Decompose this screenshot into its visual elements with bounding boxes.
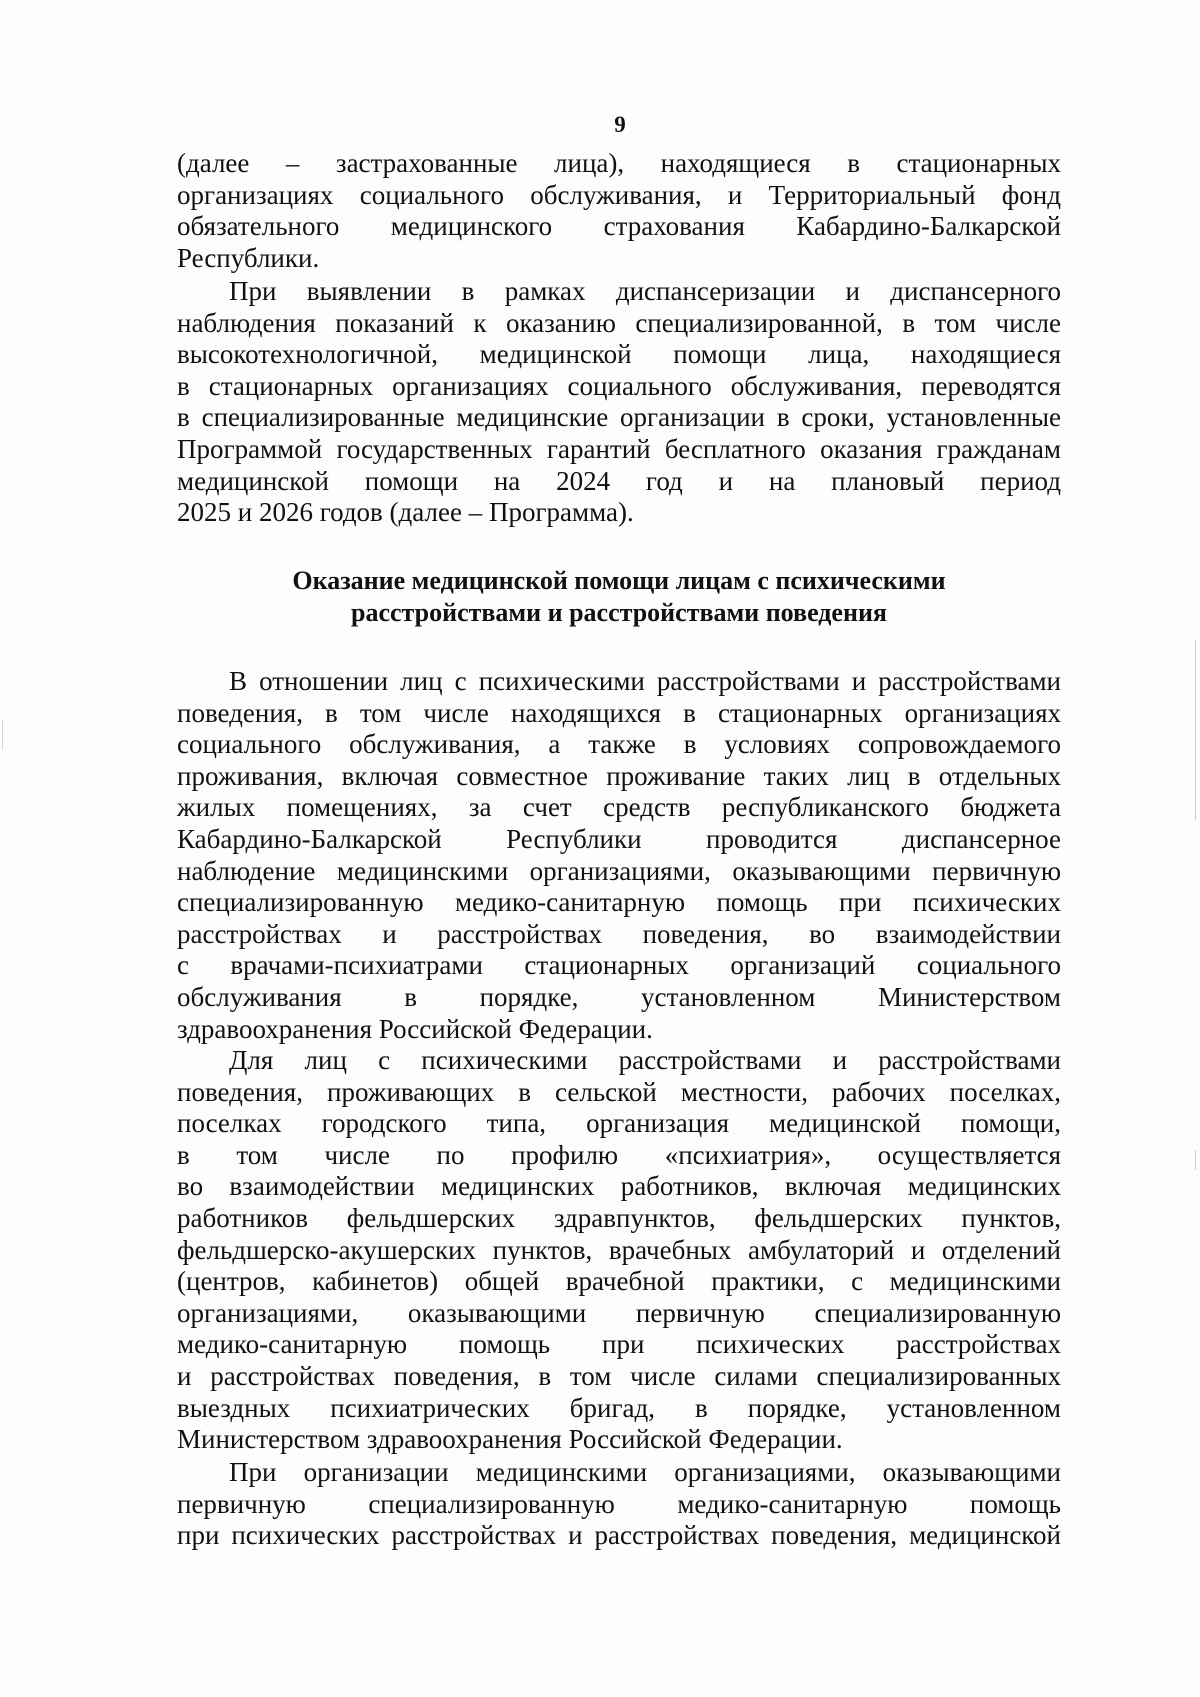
text-line: специализированную медико-санитарную помощь при психических <box>177 887 1061 918</box>
paragraph-mental-disorders <box>177 666 1061 1045</box>
text-line: обязательного медицинского страхования Кабардино-Балкарской <box>177 211 1061 242</box>
paragraph-organization <box>177 1457 1061 1552</box>
text-line: (далее – застрахованные лица), находящиеся в стационарных <box>177 148 1061 178</box>
text-line: с врачами-психиатрами стационарных организаций социального <box>177 950 1061 981</box>
text-line: медицинской помощи на 2024 год и на плановый период <box>177 465 1061 496</box>
text-line: обслуживания в порядке, установленном Министерством <box>177 981 1061 1012</box>
scan-artifact <box>1195 1150 1196 1170</box>
text-line: При выявлении в рамках диспансеризации и диспансерного <box>229 276 1061 306</box>
text-line: расстройствах и расстройствах поведения, во взаимодействии <box>177 918 1061 949</box>
text-line: социального обслуживания, а также в условиях сопровождаемого <box>177 729 1061 760</box>
text-line: первичную специализированную медико-санитарную помощь <box>177 1488 1061 1519</box>
text-line: В отношении лиц с психическими расстройствами и расстройствами <box>229 666 1061 696</box>
paragraph-screening <box>177 276 1061 529</box>
text-line: Кабардино-Балкарской Республики проводится диспансерное <box>177 823 1061 854</box>
text-line: в специализированные медицинские организации в сроки, установленные <box>177 402 1061 433</box>
text-line: здравоохранения Российской Федерации. <box>177 1013 653 1044</box>
scan-artifact <box>2 720 3 750</box>
text-line: при психических расстройствах и расстройствах поведения, медицинской <box>177 1520 1061 1551</box>
page-number: 9 <box>614 112 626 137</box>
text-line: жилых помещениях, за счет средств республиканского бюджета <box>177 792 1061 823</box>
text-line: наблюдения показаний к оказанию специализированной, в том числе <box>177 307 1061 338</box>
paragraph-continuation <box>177 148 1061 274</box>
text-line: наблюдение медицинскими организациями, оказывающими первичную <box>177 855 1061 886</box>
text-line: (центров, кабинетов) общей врачебной практики, с медицинскими <box>177 1266 1061 1297</box>
text-line: 2025 и 2026 годов (далее – Программа). <box>177 497 634 528</box>
text-line: в том числе по профилю «психиатрия», осуществляется <box>177 1139 1061 1170</box>
section-heading <box>177 565 1061 629</box>
text-line: поведения, в том числе находящихся в стационарных организациях <box>177 697 1061 728</box>
text-line: Для лиц с психическими расстройствами и расстройствами <box>229 1045 1061 1075</box>
text-line: организациями, оказывающими первичную специализированную <box>177 1297 1061 1328</box>
text-line: фельдшерско-акушерских пунктов, врачебных амбулаторий и отделений <box>177 1234 1061 1265</box>
text-line: медико-санитарную помощь при психических расстройствах <box>177 1329 1061 1360</box>
text-line: При организации медицинскими организациями, оказывающими <box>229 1457 1061 1487</box>
text-line: и расстройствах поведения, в том числе силами специализированных <box>177 1360 1061 1391</box>
text-line: Программой государственных гарантий бесплатного оказания гражданам <box>177 433 1061 464</box>
text-line: Республики. <box>177 242 320 273</box>
heading-line: Оказание медицинской помощи лицам с психическими <box>292 566 946 595</box>
text-line: выездных психиатрических бригад, в порядке, установленном <box>177 1392 1061 1423</box>
scan-artifact <box>1195 640 1196 820</box>
text-line: Министерством здравоохранения Российской Федерации. <box>177 1424 843 1455</box>
paragraph-rural-areas <box>177 1045 1061 1456</box>
text-line: поселках городского типа, организация медицинской помощи, <box>177 1108 1061 1139</box>
text-line: работников фельдшерских здравпунктов, фельдшерских пунктов, <box>177 1202 1061 1233</box>
text-line: организациях социального обслуживания, и Территориальный фонд <box>177 179 1061 210</box>
text-line: проживания, включая совместное проживание таких лиц в отдельных <box>177 760 1061 791</box>
text-line: высокотехнологичной, медицинской помощи лица, находящиеся <box>177 339 1061 370</box>
text-line: поведения, проживающих в сельской местности, рабочих поселках, <box>177 1076 1061 1107</box>
text-line: во взаимодействии медицинских работников, включая медицинских <box>177 1171 1061 1202</box>
heading-line: расстройствами и расстройствами поведения <box>351 598 887 627</box>
text-line: в стационарных организациях социального обслуживания, переводятся <box>177 370 1061 401</box>
